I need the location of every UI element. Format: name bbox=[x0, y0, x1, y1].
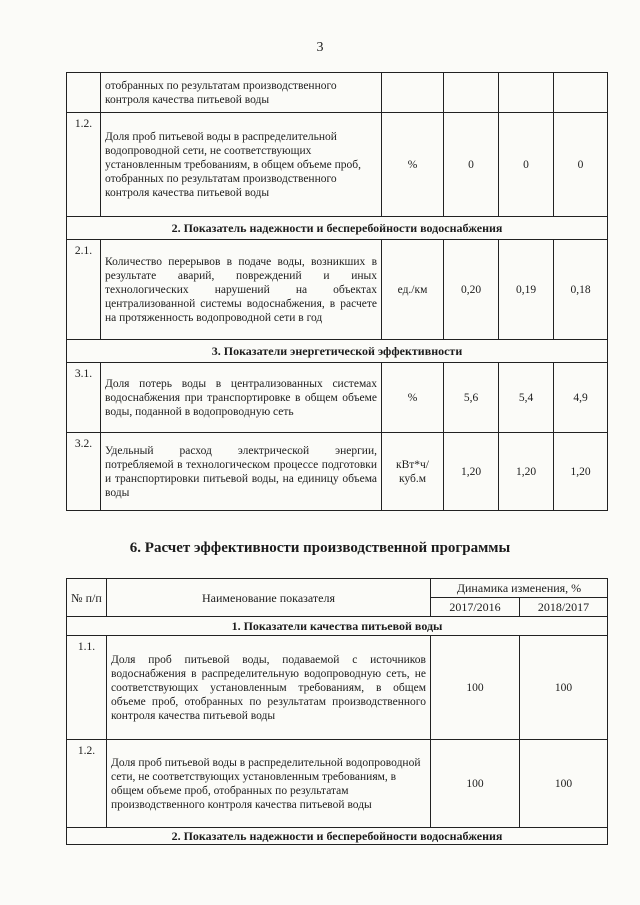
value-cell: 5,6 bbox=[444, 363, 499, 433]
section-row bbox=[67, 340, 608, 363]
year-header: 2018/2017 bbox=[520, 598, 608, 617]
indicator-name: Доля проб питьевой воды, подаваемой с источников водоснабжения в распределительную водопроводную сеть, не соответствующих установленным требованиям, в общем объеме проб, отобранных по результатам производственного контроля качества питьевой воды bbox=[107, 636, 431, 740]
col-name-header: Наименование показателя bbox=[107, 579, 431, 617]
value-cell: 100 bbox=[520, 740, 608, 828]
value-cell: 4,9 bbox=[554, 363, 608, 433]
unit-cell: ед./км bbox=[382, 240, 444, 340]
indicators-table bbox=[66, 72, 608, 511]
row-number: 1.1. bbox=[67, 636, 107, 740]
row-number: 1.2. bbox=[67, 113, 101, 217]
row-number: 2.1. bbox=[67, 240, 101, 340]
section-row bbox=[67, 617, 608, 636]
value-cell bbox=[499, 73, 554, 113]
section-heading: 6. Расчет эффективности производственной программы bbox=[129, 540, 511, 556]
value-cell bbox=[444, 73, 499, 113]
table-row bbox=[67, 363, 608, 433]
indicator-name: Удельный расход электрической энергии, потребляемой в технологическом процессе подготовки и транспортировки питьевой воды, на единицу объема воды bbox=[101, 433, 382, 511]
value-cell: 0 bbox=[444, 113, 499, 217]
value-cell: 100 bbox=[520, 636, 608, 740]
value-cell: 100 bbox=[431, 740, 520, 828]
table-row bbox=[67, 73, 608, 113]
year-header: 2017/2016 bbox=[431, 598, 520, 617]
section-title: 2. Показатель надежности и бесперебойности водоснабжения bbox=[67, 828, 608, 845]
table-row bbox=[67, 113, 608, 217]
indicator-name: Доля проб питьевой воды в распределительной водопроводной сети, не соответствующих установленным требованиям, в общем объеме проб, отобранных по результатам производственного контроля качества питьевой воды bbox=[101, 113, 382, 217]
table-row bbox=[67, 240, 608, 340]
value-cell: 0,19 bbox=[499, 240, 554, 340]
row-number: 3.1. bbox=[67, 363, 101, 433]
value-cell: 0 bbox=[499, 113, 554, 217]
section-title: 2. Показатель надежности и бесперебойности водоснабжения bbox=[67, 217, 608, 240]
value-cell: 0,20 bbox=[444, 240, 499, 340]
unit-cell: кВт*ч/ куб.м bbox=[382, 433, 444, 511]
section-title: 1. Показатели качества питьевой воды bbox=[67, 617, 608, 636]
header-row bbox=[67, 579, 608, 598]
value-cell bbox=[554, 73, 608, 113]
row-number bbox=[67, 73, 101, 113]
section-title: 3. Показатели энергетической эффективности bbox=[67, 340, 608, 363]
col-number-header: № п/п bbox=[67, 579, 107, 617]
indicator-name: Доля проб питьевой воды в распределительной водопроводной сети, не соответствующих установленным требованиям, в общем объеме проб, отобранных по результатам производственного контроля качества питьевой воды bbox=[107, 740, 431, 828]
value-cell: 100 bbox=[431, 636, 520, 740]
row-number: 3.2. bbox=[67, 433, 101, 511]
value-cell: 1,20 bbox=[554, 433, 608, 511]
table-row bbox=[67, 433, 608, 511]
section-row bbox=[67, 828, 608, 845]
table-row bbox=[67, 740, 608, 828]
page-number: 3 bbox=[316, 40, 324, 55]
value-cell: 0,18 bbox=[554, 240, 608, 340]
section-row bbox=[67, 217, 608, 240]
value-cell: 1,20 bbox=[499, 433, 554, 511]
indicator-name: Доля потерь воды в централизованных системах водоснабжения при транспортировке в общем объеме воды, поданной в водопроводную сеть bbox=[101, 363, 382, 433]
value-cell: 0 bbox=[554, 113, 608, 217]
indicator-name: отобранных по результатам производственного контроля качества питьевой воды bbox=[101, 73, 382, 113]
unit-cell bbox=[382, 73, 444, 113]
efficiency-table bbox=[66, 578, 608, 845]
col-dynamics-header: Динамика изменения, % bbox=[431, 579, 608, 598]
row-number: 1.2. bbox=[67, 740, 107, 828]
unit-cell: % bbox=[382, 113, 444, 217]
unit-cell: % bbox=[382, 363, 444, 433]
value-cell: 1,20 bbox=[444, 433, 499, 511]
value-cell: 5,4 bbox=[499, 363, 554, 433]
table-row bbox=[67, 636, 608, 740]
indicator-name: Количество перерывов в подаче воды, возникших в результате аварий, повреждений и иных технологических нарушений на объектах централизованной системы водоснабжения, в расчете на протяженность водопроводной сети в год bbox=[101, 240, 382, 340]
